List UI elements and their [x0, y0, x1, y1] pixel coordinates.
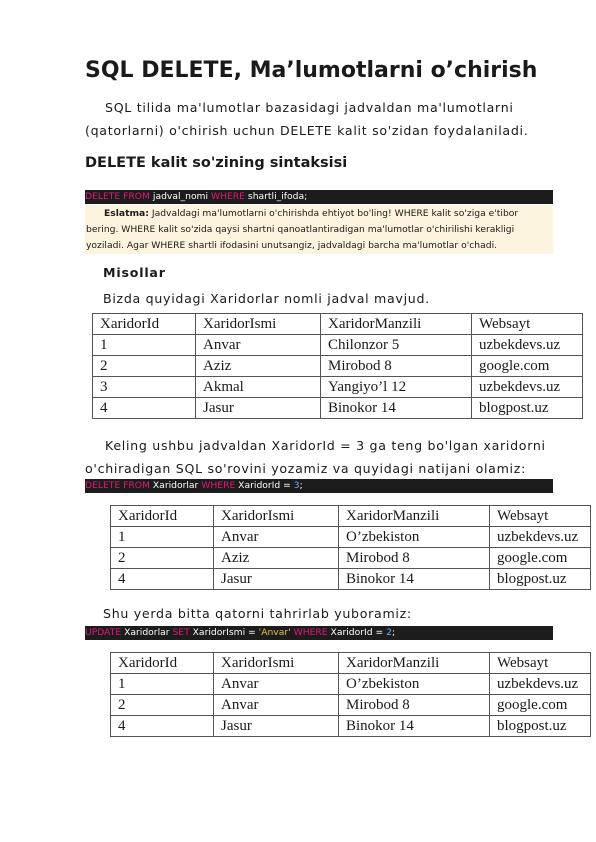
table-cell: uzbekdevs.uz: [490, 674, 591, 695]
code-keyword: DELETE FROM: [85, 191, 150, 202]
table-row: [111, 527, 591, 548]
code-number: 3: [293, 480, 300, 491]
table-cell: uzbekdevs.uz: [490, 527, 591, 548]
table-header-cell: XaridorManzili: [321, 314, 472, 335]
table-cell: Mirobod 8: [339, 695, 490, 716]
table-header-cell: XaridorId: [111, 653, 214, 674]
note-text: Jadvaldagi ma'lumotlarni o'chirishda ehtiyot bo'ling! WHERE kalit so'ziga e'tibor bering. WHERE kalit so'zida qaysi shartni qanoatlantiradigan ma'lumotlar o'chirilishi kerakligi yoziladi. Agar WHERE shartli ifodasini unutsangiz, jadvaldagi barcha ma'lumotlar o'chadi.: [86, 208, 519, 251]
table-row: [93, 398, 583, 419]
examples-heading: Misollar: [103, 265, 166, 280]
table-cell: 1: [93, 335, 196, 356]
table-cell: 4: [111, 716, 214, 737]
table-row: [111, 695, 591, 716]
table-cell: uzbekdevs.uz: [472, 377, 583, 398]
table-cell: Mirobod 8: [321, 356, 472, 377]
table-cell: google.com: [472, 356, 583, 377]
table-header-cell: XaridorManzili: [339, 653, 490, 674]
table-cell: google.com: [490, 695, 591, 716]
table-header-cell: XaridorIsmi: [214, 653, 339, 674]
code-text: XaridorIsmi =: [189, 627, 259, 638]
table-cell: Anvar: [214, 527, 339, 548]
code-text: shartli_ifoda;: [244, 191, 308, 202]
syntax-code-block: [85, 190, 553, 204]
table-header-cell: XaridorId: [111, 506, 214, 527]
customers-table: [92, 313, 583, 419]
table-cell: 2: [111, 695, 214, 716]
code-number: 2: [386, 627, 392, 638]
code-keyword: SET: [172, 627, 190, 638]
intro-paragraph: SQL tilida ma'lumotlar bazasidagi jadvaldan ma'lumotlarni (qatorlarni) o'chirish uchun DELETE kalit so'zidan foydalaniladi.: [85, 100, 529, 138]
table-header-cell: Websayt: [472, 314, 583, 335]
table-cell: Chilonzor 5: [321, 335, 472, 356]
table-cell: Yangiyo’l 12: [321, 377, 472, 398]
code-string: 'Anvar': [258, 627, 291, 638]
delete-paragraph: Keling ushbu jadvaldan XaridorId = 3 ga teng bo'lgan xaridorni o'chiradigan SQL so'rovini yozamiz va quyidagi natijani olamiz:: [85, 438, 546, 476]
table-cell: 2: [111, 548, 214, 569]
table-cell: 2: [93, 356, 196, 377]
code-keyword: WHERE: [201, 480, 236, 491]
update-paragraph: Shu yerda bitta qatorni tahrirlab yuboramiz:: [103, 606, 412, 621]
code-text: ;: [299, 480, 303, 491]
table-cell: Binokor 14: [339, 716, 490, 737]
table-cell: Jasur: [214, 716, 339, 737]
table-row: [111, 674, 591, 695]
table-header-row: [111, 653, 591, 674]
result-table-after-update: [110, 652, 591, 737]
table-header-row: [111, 506, 591, 527]
table-header-cell: XaridorManzili: [339, 506, 490, 527]
delete-code-block: [85, 479, 553, 493]
table-cell: Binokor 14: [339, 569, 490, 590]
code-keyword: DELETE FROM: [85, 480, 150, 491]
code-keyword: UPDATE: [85, 627, 122, 638]
table-row: [111, 569, 591, 590]
table-cell: google.com: [490, 548, 591, 569]
table-cell: blogpost.uz: [490, 569, 591, 590]
note-label: Eslatma:: [104, 208, 149, 219]
table-cell: Anvar: [196, 335, 321, 356]
code-text: Xaridorlar: [121, 627, 173, 638]
syntax-heading: DELETE kalit so'zining sintaksisi: [85, 155, 348, 171]
table-cell: Anvar: [214, 695, 339, 716]
result-table-after-delete: [110, 505, 591, 590]
code-text: Xaridorlar: [149, 480, 202, 491]
code-keyword: WHERE: [210, 191, 245, 202]
table-cell: O’zbekiston: [339, 527, 490, 548]
table-cell: 4: [93, 398, 196, 419]
table-row: [111, 716, 591, 737]
code-text: XaridorId =: [235, 480, 294, 491]
table-cell: Jasur: [214, 569, 339, 590]
table-header-cell: Websayt: [490, 653, 591, 674]
table-cell: blogpost.uz: [472, 398, 583, 419]
table-header-cell: XaridorIsmi: [214, 506, 339, 527]
table-cell: Mirobod 8: [339, 548, 490, 569]
code-text: XaridorId =: [327, 627, 387, 638]
table-header-row: [93, 314, 583, 335]
table-cell: 3: [93, 377, 196, 398]
table-cell: Akmal: [196, 377, 321, 398]
table-cell: Aziz: [196, 356, 321, 377]
table-row: [93, 335, 583, 356]
table-header-cell: Websayt: [490, 506, 591, 527]
page-title: SQL DELETE, Ma’lumotlarni o’chirish: [85, 58, 538, 83]
note-box: [85, 205, 553, 254]
code-keyword: WHERE: [293, 627, 328, 638]
table-cell: 1: [111, 674, 214, 695]
table-cell: Aziz: [214, 548, 339, 569]
table-cell: blogpost.uz: [490, 716, 591, 737]
table-cell: O’zbekiston: [339, 674, 490, 695]
table-cell: uzbekdevs.uz: [472, 335, 583, 356]
table-cell: Anvar: [214, 674, 339, 695]
table-cell: Jasur: [196, 398, 321, 419]
table-intro: Bizda quyidagi Xaridorlar nomli jadval mavjud.: [103, 291, 430, 306]
table-cell: 4: [111, 569, 214, 590]
table-cell: Binokor 14: [321, 398, 472, 419]
table-header-cell: XaridorIsmi: [196, 314, 321, 335]
table-header-cell: XaridorId: [93, 314, 196, 335]
table-row: [111, 548, 591, 569]
code-text: jadval_nomi: [149, 191, 211, 202]
update-code-block: [85, 626, 553, 640]
code-text: ;: [391, 627, 396, 638]
table-cell: 1: [111, 527, 214, 548]
table-row: [93, 377, 583, 398]
table-row: [93, 356, 583, 377]
